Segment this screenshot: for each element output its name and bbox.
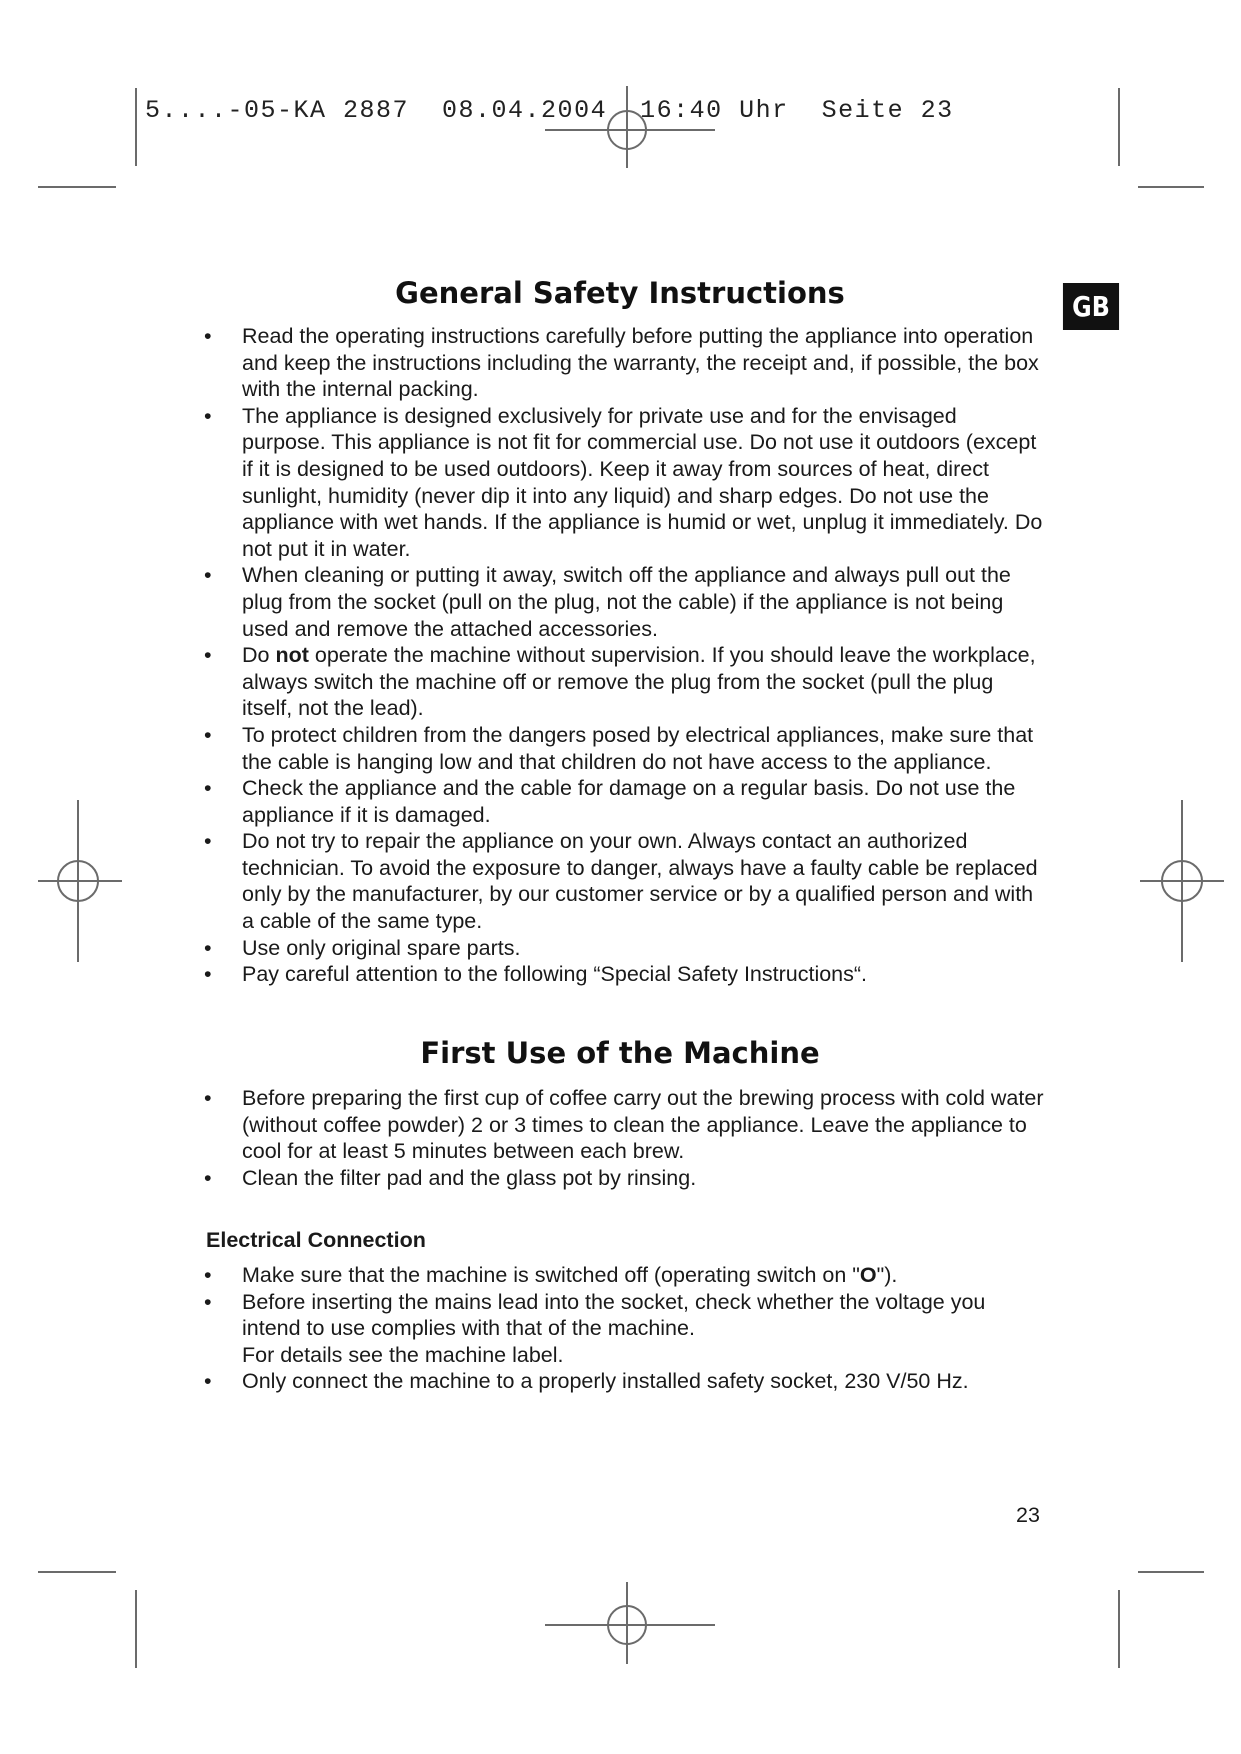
- list-item-text: Do not try to repair the appliance on your own. Always contact an authorized technician. To avoid the exposure to danger, always have a faulty cable be replaced only by the manufacturer, by our customer service or by a qualified person and with a cable of the same type.: [242, 829, 1038, 934]
- list-item-text: Before inserting the mains lead into the socket, check whether the voltage you intend to use complies with that of the machine.: [242, 1289, 986, 1341]
- crop-mark: [1118, 1590, 1120, 1668]
- list-item-text-start: Make sure that the machine is switched off (operating switch on ": [242, 1263, 860, 1287]
- list-item: • Read the operating instructions carefully before putting the appliance into operation and keep the instructions including the warranty, the receipt and, if possible, the box with the internal packing.: [204, 324, 1039, 402]
- first-use-list: [204, 1085, 1044, 1191]
- safety-heading: General Safety Instructions: [395, 276, 845, 310]
- list-item-text: Use only original spare parts.: [242, 935, 521, 960]
- list-item-text: Check the appliance and the cable for damage on a regular basis. Do not use the appliance if it is damaged.: [242, 776, 1016, 827]
- list-item-text: Before preparing the first cup of coffee carry out the brewing process with cold water (without coffee powder) 2 or 3 times to clean the appliance. Leave the appliance to cool for at least 5 minutes between each brew.: [242, 1086, 1044, 1164]
- crop-mark: [38, 186, 116, 188]
- list-item: • Clean the filter pad and the glass pot by rinsing.: [204, 1165, 697, 1190]
- crop-mark: [135, 1590, 137, 1668]
- list-item-note: For details see the machine label.: [242, 1342, 564, 1367]
- list-item: • Only connect the machine to a properly installed safety socket, 230 V/50 Hz.: [204, 1369, 969, 1394]
- list-item: • The appliance is designed exclusively for private use and for the envisaged purpose. This appliance is not fit for commercial use. Do not use it outdoors (except if it is designed to be used outdoors). Keep it away from sources of heat, direct sunlight, humidity (never dip it into any liquid) and sharp edges. Do not use the appliance with wet hands. If the appliance is humid or wet, unplug it immediately. Do not put it in water.: [204, 403, 1043, 561]
- list-item-text: The appliance is designed exclusively for private use and for the envisaged purpose. This appliance is not fit for commercial use. Do not use it outdoors (except if it is designed to be used outdoors). Keep it away from sources of heat, direct sunlight, humidity (never dip it into any liquid) and sharp edges. Do not use the appliance with wet hands. If the appliance is humid or wet, unplug it immediately. Do not put it in water.: [242, 403, 1043, 561]
- list-item-text-end: operate the machine without supervision. If you should leave the workplace, always switch the machine off or remove the plug from the socket (pull the plug itself, not the lead).: [242, 643, 1036, 721]
- electrical-connection-heading: Electrical Connection: [206, 1228, 426, 1252]
- list-item: • Pay careful attention to the following “Special Safety Instructions“.: [204, 962, 868, 987]
- crop-mark: [1138, 186, 1204, 188]
- list-item-text: Pay careful attention to the following “Special Safety Instructions“.: [242, 962, 868, 987]
- switch-off-symbol: O: [859, 1263, 877, 1287]
- list-item-text: Only connect the machine to a properly installed safety socket, 230 V/50 Hz.: [242, 1369, 969, 1394]
- list-item: • To protect children from the dangers posed by electrical appliances, make sure that the cable is hanging low and that children do not have access to the appliance.: [204, 722, 1034, 774]
- list-item: • When cleaning or putting it away, switch off the appliance and always pull out the plug from the socket (pull on the plug, not the cable) if the appliance is not being used and remove the attached accessories.: [204, 563, 1011, 641]
- first-use-heading: First Use of the Machine: [420, 1036, 820, 1070]
- crop-mark: [1138, 1571, 1204, 1573]
- list-item-text: Clean the filter pad and the glass pot by rinsing.: [242, 1165, 697, 1190]
- list-item-text-end: ").: [876, 1263, 898, 1287]
- safety-list: [204, 323, 1044, 988]
- list-item: • Do not operate the machine without supervision. If you should leave the workplace, always switch the machine off or remove the plug from the socket (pull the plug itself, not the lead).: [204, 643, 1036, 721]
- emphasis-not: not: [275, 643, 309, 668]
- page-number: 23: [1016, 1503, 1040, 1527]
- list-item: • Do not try to repair the appliance on your own. Always contact an authorized technician. To avoid the exposure to danger, always have a faulty cable be replaced only by the manufacturer, by our customer service or by a qualified person and with a cable of the same type.: [204, 829, 1038, 934]
- list-item: • Use only original spare parts.: [204, 935, 521, 960]
- list-item-text-start: Do: [242, 643, 276, 668]
- language-badge: GB: [1063, 283, 1119, 330]
- crop-mark: [38, 1571, 116, 1573]
- crop-mark: [1118, 88, 1120, 166]
- list-item: • Before inserting the mains lead into the socket, check whether the voltage you intend to use complies with that of the machine. For details see the machine label.: [204, 1289, 986, 1367]
- registration-mark-right: [1140, 800, 1224, 962]
- electrical-list: [204, 1262, 1044, 1395]
- print-slug-line: 5....-05-KA 2887 08.04.2004 16:40 Uhr Seite 23: [145, 96, 954, 125]
- crop-mark: [135, 88, 137, 166]
- list-item-text: Read the operating instructions carefully before putting the appliance into operation and keep the instructions including the warranty, the receipt and, if possible, the box with the internal packing.: [242, 324, 1039, 402]
- list-item: • Check the appliance and the cable for damage on a regular basis. Do not use the appliance if it is damaged.: [204, 776, 1016, 827]
- registration-mark-left: [38, 800, 122, 962]
- list-item-text: When cleaning or putting it away, switch off the appliance and always pull out the plug from the socket (pull on the plug, not the cable) if the appliance is not being used and remove the attached accessories.: [242, 563, 1011, 641]
- list-item: • Before preparing the first cup of coffee carry out the brewing process with cold water (without coffee powder) 2 or 3 times to clean the appliance. Leave the appliance to cool for at least 5 minutes between each brew.: [204, 1086, 1044, 1164]
- list-item: • Make sure that the machine is switched off (operating switch on "O").: [204, 1263, 898, 1287]
- registration-mark-bottom: [545, 1582, 715, 1664]
- list-item-text: To protect children from the dangers posed by electrical appliances, make sure that the cable is hanging low and that children do not have access to the appliance.: [242, 722, 1034, 774]
